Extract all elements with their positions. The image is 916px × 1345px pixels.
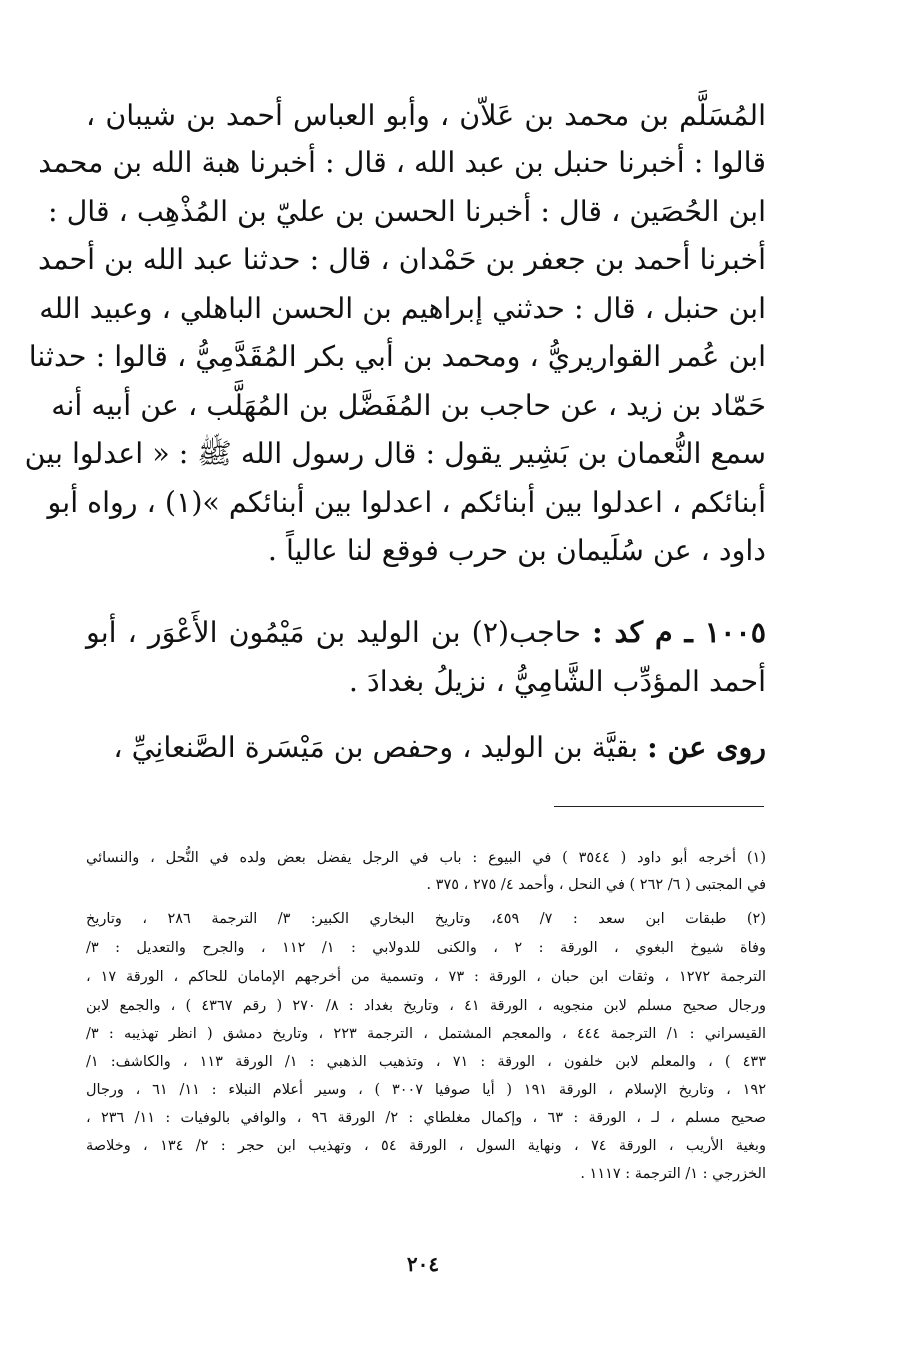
footnote-line: وبغية الأريب ، الورقة ٧٤ ، ونهاية السول ، الورقة ٥٤ ، وتهذيب ابن حجر : ٢/ ١٣٤ ، وخلاصة — [86, 1138, 766, 1154]
narrated-from-line — [86, 727, 766, 775]
main-text-line: ابن الحُصَين ، قال : أخبرنا الحسن بن عليّ بن المُذْهِب ، قال : — [47, 195, 766, 228]
footnote-line: القيسراني : ١/ الترجمة ٤٤٤ ، والمعجم المشتمل ، الترجمة ٢٢٣ ، وتاريخ دمشق ( انظر تهذيبه : ٣/ — [86, 1026, 766, 1042]
page-number: ٢٠٤ — [406, 1252, 440, 1276]
main-text-line: ابن حنبل ، قال : حدثني إبراهيم بن الحسن الباهلي ، وعبيد الله — [39, 292, 766, 325]
footnote-line: في المجتبى ( ٦/ ٢٦٢ ) في النحل ، وأحمد ٤/ ٢٧٥ ، ٣٧٥ . — [426, 877, 766, 893]
footnote-line: ١٩٢ ، وتاريخ الإسلام ، الورقة ١٩١ ( أيا صوفيا ٣٠٠٧ ) ، وسير أعلام النبلاء : ١١/ ٦١ ، ورجال — [86, 1082, 766, 1098]
footnote-line: وفاة شيوخ البغوي ، الورقة : ٢ ، والكنى للدولابي : ١/ ١١٢ ، والجرح والتعديل : ٣/ — [86, 940, 766, 956]
footnote-line: (١) أخرجه أبو داود ( ٣٥٤٤ ) في البيوع : باب في الرجل يفضل بعض ولده في النُّحل ، والنسائي — [86, 850, 766, 866]
entry-name-text: حاجب(٢) بن الوليد بن مَيْمُون الأَعْوَر ، أبو — [86, 616, 582, 649]
footnote-separator — [554, 806, 764, 807]
entry-first-line — [86, 612, 766, 660]
entry-second-line: أحمد المؤدِّب الشَّامِيُّ ، نزيلُ بغدادَ . — [348, 665, 766, 698]
narrated-from-text: بقيَّة بن الوليد ، وحفص بن مَيْسَرة الصَّنعانِيِّ ، — [113, 731, 639, 764]
narrated-from-label: روى عن : — [647, 730, 766, 764]
entry-number: ١٠٠٥ ـ م كد : — [592, 615, 767, 649]
footnote-line: الخزرجي : ١/ الترجمة : ١١١٧ . — [580, 1166, 766, 1182]
footnote-line: ٤٣٣ ) ، والمعلم لابن خلفون ، الورقة : ٧١ ، وتذهيب الذهبي : ١/ الورقة ١١٣ ، والكاشف: ١/ — [86, 1054, 767, 1070]
footnote-line: ورجال صحيح مسلم لابن منجويه ، الورقة ٤١ ، وتاريخ بغداد : ٨/ ٢٧٠ ( رقم ٤٣٦٧ ) ، والجمع لابن — [86, 998, 767, 1014]
main-text-line: سمع النُّعمان بن بَشِير يقول : قال رسول الله ﷺ : « اعدلوا بين — [24, 437, 766, 470]
main-text-line: أخبرنا أحمد بن جعفر بن حَمْدان ، قال : حدثنا عبد الله بن أحمد — [38, 243, 766, 276]
footnote-line: الترجمة ١٢٧٢ ، وثقات ابن حبان ، الورقة : ٧٣ ، وتسمية من أخرجهم الإمامان للحاكم ، الورقة ١٧ ، — [86, 969, 766, 985]
main-text-line: قالوا : أخبرنا حنبل بن عبد الله ، قال : أخبرنا هبة الله بن محمد — [38, 146, 766, 179]
footnote-line: صحيح مسلم ، لـ ، الورقة : ٦٣ ، وإكمال مغلطاي : ٢/ الورقة ٩٦ ، والوافي بالوفيات : ١١/ ٢٣٦ ، — [86, 1110, 767, 1126]
main-text-line: حَمّاد بن زيد ، عن حاجب بن المُفَضَّل بن المُهَلَّب ، عن أبيه أنه — [51, 389, 766, 422]
main-text-line: المُسَلَّم بن محمد بن عَلاّن ، وأبو العباس أحمد بن شيبان ، — [86, 99, 766, 132]
main-text-line: داود ، عن سُلَيمان بن حرب فوقع لنا عالياً . — [267, 534, 766, 567]
footnote-line: (٢) طبقات ابن سعد : ٧/ ٤٥٩، وتاريخ البخاري الكبير: ٣/ الترجمة ٢٨٦ ، وتاريخ — [86, 911, 766, 927]
main-text-line: أبنائكم ، اعدلوا بين أبنائكم ، اعدلوا بين أبنائكم »(١) ، رواه أبو — [47, 486, 766, 519]
main-text-line: ابن عُمر القواريريُّ ، ومحمد بن أبي بكر المُقَدَّمِيُّ ، قالوا : حدثنا — [28, 340, 766, 373]
